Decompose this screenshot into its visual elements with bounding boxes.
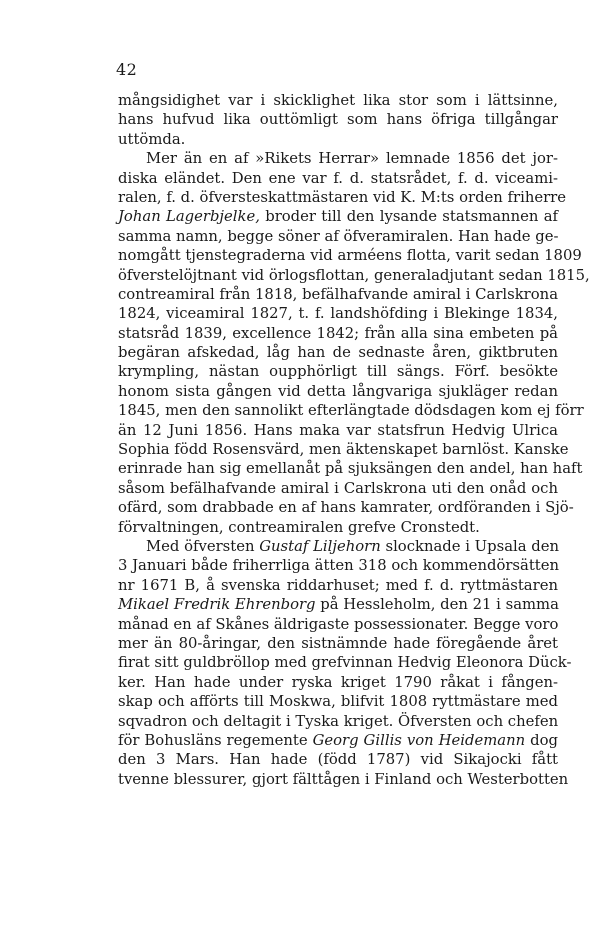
- text-line: 1845, men den sannolikt efterlängtade dödsdagen kom ej förr: [118, 402, 584, 420]
- text-line: krympling, nästan oupphörligt till sängs. Förf. besökte: [118, 363, 558, 381]
- text-span: för Bohusläns regemente: [118, 731, 313, 749]
- text-line: uttömda.: [118, 130, 186, 148]
- text-line: [118, 595, 558, 614]
- text-line: diska eländet. Den ene var f. d. statsrådet, f. d. viceami-: [118, 169, 558, 187]
- text-line: hans hufvud lika outtömligt som hans öfriga tillgångar: [118, 111, 558, 129]
- text-line: Sophia född Rosensvärd, men äktenskapet barnlöst. Kanske: [118, 441, 569, 459]
- text-line: än 12 Juni 1856. Hans maka var statsfrun Hedvig Ulrica: [118, 421, 558, 439]
- text-line: den 3 Mars. Han hade (född 1787) vid Sikajocki fått: [118, 751, 558, 769]
- text-line: mångsidighet var i skicklighet lika stor som i lättsinne,: [118, 92, 558, 109]
- text-line: nomgått tjenstegraderna vid arméens flotta, varit sedan 1809: [118, 247, 582, 265]
- text-line: statsråd 1839, excellence 1842; från alla sina embeten på: [118, 324, 558, 342]
- text-line: samma namn, begge söner af öfveramiralen. Han hade ge-: [118, 227, 559, 245]
- person-name: Georg Gillis von Heidemann: [312, 731, 526, 749]
- text-line: 1824, viceamiral 1827, t. f. landshöfding i Blekinge 1834,: [118, 305, 558, 323]
- text-line: mer än 80-åringar, den sistnämnde hade föregående året: [118, 634, 558, 652]
- text-line: förvaltningen, contreamiralen grefve Cronstedt.: [118, 518, 480, 536]
- text-line: öfverstelöjtnant vid örlogsflottan, generaladjutant sedan 1815,: [118, 266, 590, 284]
- text-line: [118, 731, 558, 750]
- page-number: 42: [116, 60, 138, 79]
- text-span: Med öfversten: [146, 537, 260, 555]
- person-name: Mikael Fredrik Ehrenborg: [118, 596, 316, 614]
- text-line: ralen, f. d. öfversteskattmästaren vid K. M:ts orden friherre: [118, 188, 567, 206]
- text-span: broder till den lysande statsmannen af: [259, 208, 558, 226]
- text-line: begäran afskedad, låg han de sednaste åren, giktbruten: [118, 344, 558, 362]
- text-line: tvenne blessurer, gjort fälttågen i Finland och Westerbotten: [118, 770, 569, 788]
- text-line: erinrade han sig emellanåt på sjuksängen den andel, han haft: [118, 460, 583, 478]
- text-line: [118, 537, 558, 556]
- text-line: ofärd, som drabbade en af hans kamrater, ordföranden i Sjö-: [118, 499, 574, 517]
- text-line: sqvadron och deltagit i Tyska kriget. Öfversten och chefen: [118, 712, 559, 730]
- text-span: dog: [525, 731, 558, 749]
- text-line: firat sitt guldbröllop med grefvinnan Hedvig Eleonora Dück-: [118, 654, 572, 672]
- body-text: [118, 91, 590, 789]
- person-name: Gustaf Liljehorn: [259, 537, 381, 555]
- person-name: Johan Lagerbjelke,: [118, 208, 260, 226]
- text-line: contreamiral från 1818, befälhafvande amiral i Carlskrona: [118, 285, 559, 303]
- text-line: 3 Januari både friherrliga ätten 318 och kommendörsätten: [118, 557, 560, 575]
- text-line: honom sista gången vid detta långvariga sjukläger redan: [118, 382, 558, 400]
- text-line: nr 1671 B, å svenska riddarhuset; med f. d. ryttmästaren: [118, 576, 558, 594]
- text-line: såsom befälhafvande amiral i Carlskrona uti den onåd och: [118, 479, 558, 497]
- text-span: slocknade i Upsala den: [380, 537, 560, 555]
- text-span: på Hessleholm, den 21 i samma: [315, 596, 559, 614]
- text-line: månad en af Skånes äldrigaste possessionater. Begge voro: [118, 615, 559, 633]
- text-line: [118, 207, 558, 226]
- text-line: Mer än en af »Rikets Herrar» lemnade 1856 det jor-: [146, 150, 558, 168]
- text-line: skap och afförts till Moskwa, blifvit 1808 ryttmästare med: [118, 693, 558, 711]
- text-line: ker. Han hade under ryska kriget 1790 råkat i fången-: [118, 673, 558, 691]
